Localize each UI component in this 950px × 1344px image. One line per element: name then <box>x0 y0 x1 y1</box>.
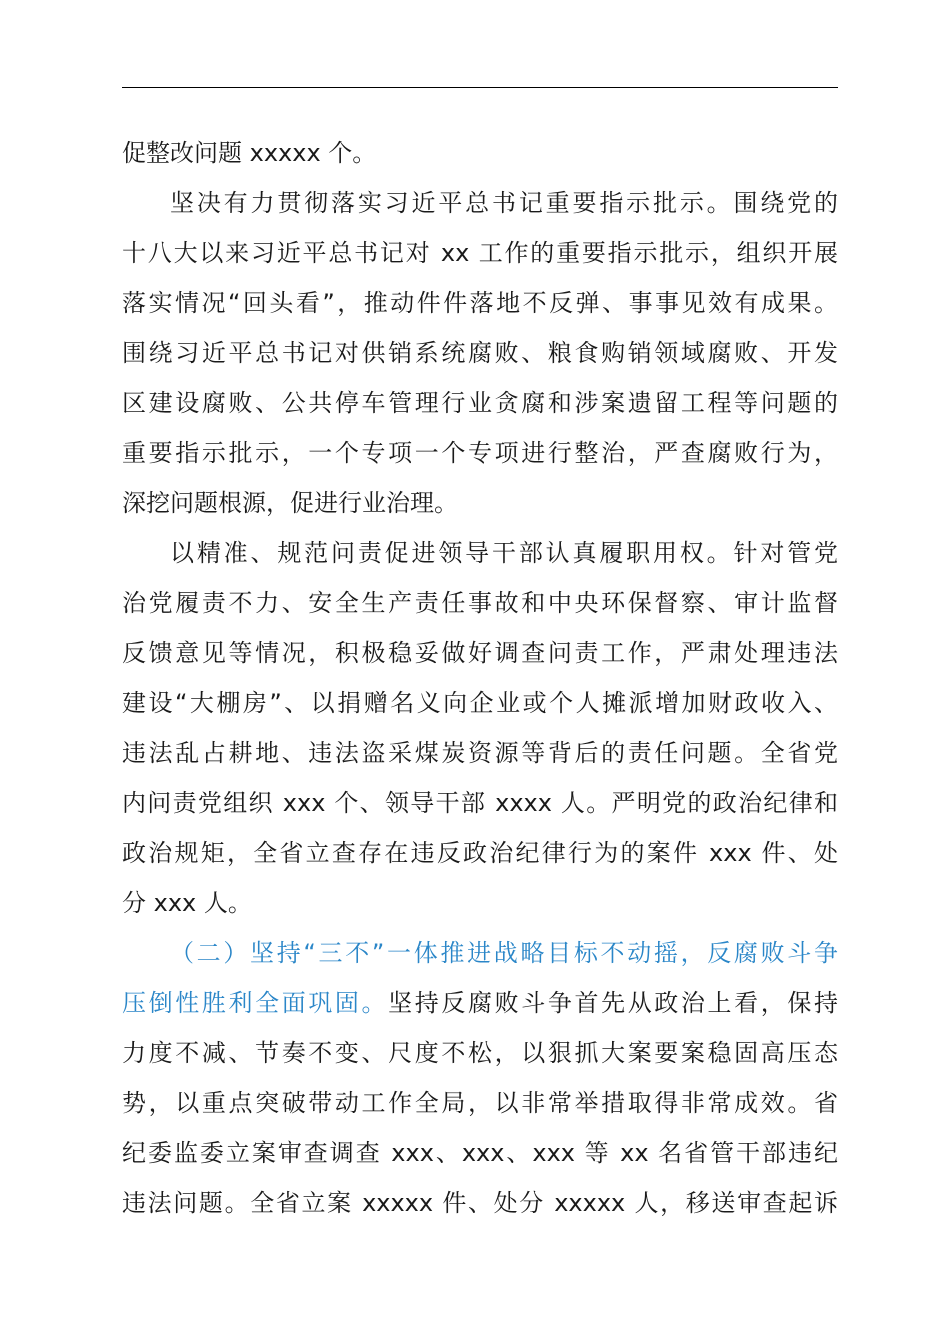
text-line: 力度不减、节奏不变、尺度不松，以狠抓大案要案稳固高压态 <box>122 1039 838 1067</box>
text-line: 促整改问题 xxxxx 个。 <box>122 139 377 167</box>
text-line: 政治规矩，全省立查存在违反政治纪律行为的案件 xxx 件、处 <box>122 839 838 867</box>
text-line: 落实情况“回头看”，推动件件落地不反弹、事事见效有成果。 <box>122 289 838 317</box>
text-line: 违法乱占耕地、违法盗采煤炭资源等背后的责任问题。全省党 <box>122 739 838 767</box>
text-line: 重要指示批示，一个专项一个专项进行整治，严查腐败行为， <box>122 439 838 467</box>
section-heading: （二）坚持“三不”一体推进战略目标不动摇，反腐败斗争 <box>170 939 838 967</box>
text-line: 区建设腐败、公共停车管理行业贪腐和涉案遗留工程等问题的 <box>122 389 838 417</box>
paragraph-first-line: 坚决有力贯彻落实习近平总书记重要指示批示。围绕党的 <box>170 189 838 217</box>
paragraph-first-line: 以精准、规范问责促进领导干部认真履职用权。针对管党 <box>170 539 838 567</box>
text-line: 分 xxx 人。 <box>122 889 252 917</box>
text-line: 反馈意见等情况，积极稳妥做好调查问责工作，严肃处理违法 <box>122 639 838 667</box>
text-line: 势，以重点突破带动工作全局，以非常举措取得非常成效。省 <box>122 1089 838 1117</box>
section-heading-continuation: 压倒性胜利全面巩固。 <box>122 989 389 1017</box>
text-line: 内问责党组织 xxx 个、领导干部 xxxx 人。严明党的政治纪律和 <box>122 789 838 817</box>
document-body <box>122 128 838 1228</box>
header-rule <box>122 87 838 88</box>
text-line: 建设“大棚房”、以捐赠名义向企业或个人摊派增加财政收入、 <box>122 689 838 717</box>
text-line: 围绕习近平总书记对供销系统腐败、粮食购销领域腐败、开发 <box>122 339 838 367</box>
text-run: 坚持反腐败斗争首先从政治上看，保持 <box>388 989 839 1017</box>
text-line: 深挖问题根源，促进行业治理。 <box>122 489 458 517</box>
text-line: 违法问题。全省立案 xxxxx 件、处分 xxxxx 人，移送审查起诉 <box>122 1189 838 1217</box>
text-line: 纪委监委立案审查调查 xxx、xxx、xxx 等 xx 名省管干部违纪 <box>122 1139 838 1167</box>
text-line <box>122 978 838 1028</box>
text-line: 治党履责不力、安全生产责任事故和中央环保督察、审计监督 <box>122 589 838 617</box>
text-line: 十八大以来习近平总书记对 xx 工作的重要指示批示，组织开展 <box>122 239 838 267</box>
